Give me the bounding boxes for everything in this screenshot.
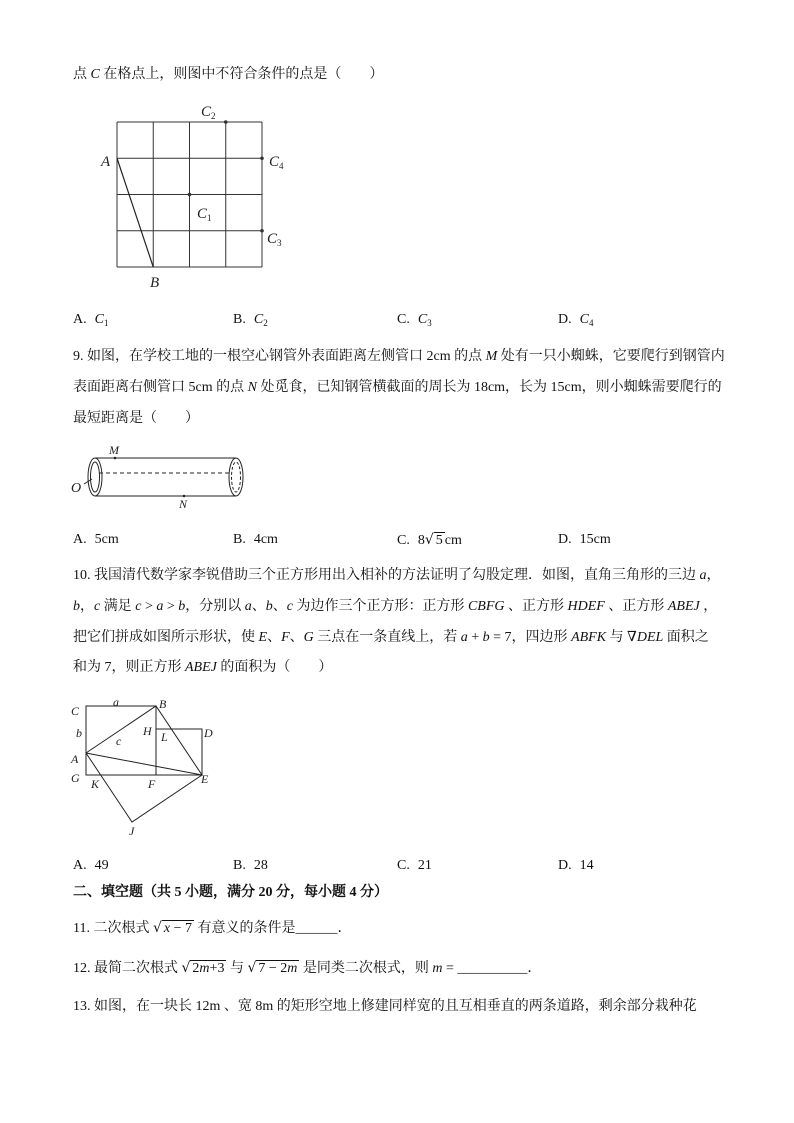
text-run: = __________． — [442, 961, 542, 976]
option-answer — [418, 858, 432, 873]
q13-line — [73, 997, 697, 1017]
text-run: = 7，四边形 — [489, 630, 572, 645]
radicand — [162, 920, 194, 937]
math-variable: b — [482, 630, 490, 645]
math-variable: E — [258, 630, 268, 645]
text-run: 14 — [579, 858, 594, 873]
label-G: G — [71, 771, 80, 785]
text-run: 、 — [251, 599, 266, 614]
right-inner-rim — [232, 462, 241, 492]
label-L: L — [161, 730, 168, 744]
option-letter: A. — [73, 312, 87, 327]
text-run: ， — [706, 568, 721, 583]
square-root — [425, 530, 445, 551]
radical-sign-icon: √ — [247, 960, 257, 976]
text-run: 7 − 2 — [258, 961, 288, 976]
text-run: 10. 我国清代数学家李锐借助三个正方形用出入相补的方法证明了勾股定理．如图，直角三角形的三边 — [73, 568, 700, 583]
math-variable: F — [281, 630, 290, 645]
text-run: 11. 二次根式 — [73, 921, 153, 936]
math-variable: N — [247, 380, 257, 395]
option-letter: A. — [73, 532, 87, 547]
text-run: 9. 如图，在学校工地的一根空心钢管外表面距离左侧管口 2cm 的点 — [73, 349, 486, 364]
math-variable: ABEJ — [667, 599, 700, 614]
math-variable: b — [73, 599, 80, 614]
label-C4: $C_4$ — [269, 154, 284, 171]
option-answer — [580, 858, 594, 873]
label-M: M — [109, 443, 119, 457]
q9-option-d[interactable] — [558, 530, 611, 550]
label-C2: $C_2$ — [201, 104, 216, 121]
text-run: + — [467, 630, 483, 645]
text-run: 5 — [435, 533, 443, 548]
q10-line-2 — [73, 597, 717, 617]
text-run: 在格点上，则图中不符合条件的点是（ ） — [99, 67, 384, 82]
label-N: N — [179, 497, 188, 511]
option-letter: B. — [233, 532, 246, 547]
text-run: 面积之 — [663, 630, 709, 645]
text-run: 与 ∇ — [606, 630, 637, 645]
segment-AB — [117, 158, 153, 267]
label-H: H — [143, 724, 152, 738]
radicand — [256, 960, 299, 977]
option-letter: C. — [397, 533, 410, 548]
option-answer — [95, 312, 109, 327]
text-run: ， — [699, 599, 718, 614]
math-variable: ABEJ — [185, 660, 217, 675]
math-variable: C — [253, 312, 264, 327]
math-variable: CBFG — [467, 599, 505, 614]
square-root — [247, 958, 299, 979]
math-variable: m — [287, 961, 298, 976]
text-run: ，分别以 — [185, 599, 245, 614]
math-variable: C — [417, 312, 428, 327]
text-run: 为边作三个正方形：正方形 — [292, 599, 468, 614]
q10-squares-figure — [68, 695, 218, 837]
math-variable: a — [156, 599, 164, 614]
q9-line-2 — [73, 378, 722, 398]
option-letter: C. — [397, 312, 410, 327]
text-run: ， — [80, 599, 94, 614]
text-run: 21 — [417, 858, 432, 873]
label-b: b — [76, 726, 82, 740]
square-root — [182, 958, 227, 979]
option-letter: D. — [558, 858, 572, 873]
q9-option-a[interactable] — [73, 530, 119, 550]
math-variable: ABFK — [571, 630, 607, 645]
text-run: > — [141, 599, 157, 614]
point-M — [114, 457, 117, 460]
label-O: O — [71, 481, 82, 496]
math-variable: m — [432, 961, 443, 976]
option-answer — [254, 312, 268, 327]
text-run: 5cm — [94, 532, 119, 547]
q9-cylinder-figure — [65, 440, 255, 515]
math-variable: HDEF — [567, 599, 605, 614]
option-letter: B. — [233, 858, 246, 873]
text-run: 的面积为（ ） — [216, 660, 333, 675]
text-run: 最短距离是（ ） — [73, 411, 199, 426]
section-heading: 二、填空题（共 5 小题，满分 20 分，每小题 4 分） — [73, 885, 388, 900]
label-K: K — [91, 777, 100, 791]
math-subscript: 1 — [103, 318, 109, 328]
text-run: +3 — [209, 961, 225, 976]
text-run: 有意义的条件是______． — [194, 921, 352, 936]
label-E: E — [201, 772, 209, 786]
q10-line-1 — [73, 566, 721, 586]
option-answer — [95, 532, 119, 547]
text-run: 、正方形 — [504, 599, 568, 614]
point-C1 — [188, 193, 192, 197]
q10-option-a[interactable] — [73, 856, 109, 876]
option-letter: D. — [558, 532, 572, 547]
text-run: 13. 如图，在一块长 12m 、宽 8m 的矩形空地上修建同样宽的且互相垂直的两条道路，剩余部分栽种花 — [73, 999, 697, 1014]
math-subscript: 2 — [263, 318, 268, 328]
math-variable: M — [485, 349, 498, 364]
math-variable: m — [199, 961, 210, 976]
text-run: 满足 — [100, 599, 136, 614]
radical-sign-icon: √ — [152, 920, 162, 936]
q8-stem — [73, 65, 383, 85]
label-B: B — [150, 275, 160, 291]
math-variable: C — [579, 312, 589, 327]
option-letter: C. — [397, 858, 410, 873]
text-run: − 7 — [170, 921, 193, 936]
text-run: 三点在一条直线上，若 — [313, 630, 461, 645]
math-variable: c — [135, 599, 142, 614]
radical-sign-icon: √ — [424, 532, 434, 548]
label-a: a — [113, 695, 119, 709]
q10-option-c[interactable] — [397, 856, 432, 876]
math-subscript: 4 — [588, 318, 594, 328]
math-variable: b — [178, 599, 186, 614]
option-answer — [580, 532, 611, 547]
label-C1: $C_1$ — [197, 206, 212, 223]
math-variable: b — [265, 599, 273, 614]
label-A: A — [101, 154, 111, 170]
label-D: D — [204, 726, 213, 740]
math-variable: c — [286, 599, 293, 614]
option-answer — [254, 532, 278, 547]
option-answer — [95, 858, 109, 873]
math-variable: c — [94, 599, 101, 614]
math-variable: a — [244, 599, 252, 614]
q10-option-b[interactable] — [233, 856, 268, 876]
q11-line — [73, 918, 352, 938]
q9-line-1 — [73, 347, 725, 367]
label-F: F — [148, 777, 156, 791]
point-C3 — [260, 229, 264, 233]
text-run: 12. 最简二次根式 — [73, 961, 182, 976]
option-answer — [418, 533, 462, 548]
square-root — [153, 918, 194, 939]
text-run: 2 — [192, 961, 200, 976]
text-run: 、正方形 — [604, 599, 668, 614]
point-C2 — [224, 120, 228, 124]
option-answer — [580, 312, 594, 327]
q8-option-d[interactable] — [558, 310, 593, 330]
text-run: 、 — [272, 599, 287, 614]
math-variable: a — [699, 568, 707, 583]
math-variable: G — [303, 630, 314, 645]
q9-option-b[interactable] — [233, 530, 278, 550]
text-run: 与 — [226, 961, 248, 976]
label-c: c — [116, 734, 122, 748]
option-letter: D. — [558, 312, 572, 327]
text-run: > — [163, 599, 179, 614]
radicand — [434, 532, 445, 549]
option-letter: A. — [73, 858, 87, 873]
text-run: 49 — [94, 858, 109, 873]
option-answer — [254, 858, 268, 873]
math-variable: x — [163, 921, 171, 936]
text-run: 、 — [267, 630, 282, 645]
point-C4 — [260, 156, 264, 160]
label-C3: $C_3$ — [267, 231, 282, 248]
q8-option-b[interactable] — [233, 310, 268, 330]
math-variable: DEL — [636, 630, 664, 645]
text-run: 4cm — [253, 532, 278, 547]
math-variable: a — [460, 630, 468, 645]
q10-line-4 — [73, 658, 332, 678]
text-run: 、 — [289, 630, 304, 645]
left-inner-rim — [91, 462, 100, 492]
text-run: 8 — [417, 533, 425, 548]
q8-option-c[interactable] — [397, 310, 432, 330]
q12-line — [73, 958, 541, 978]
text-run: 是同类二次根式，则 — [299, 961, 433, 976]
text-run: 28 — [253, 858, 268, 873]
text-run: 点 — [73, 67, 91, 82]
math-variable: C — [94, 312, 104, 327]
option-letter: B. — [233, 312, 246, 327]
label-C: C — [71, 704, 80, 718]
q8-option-a[interactable] — [73, 310, 108, 330]
text-run: 处觅食，已知钢管横截面的周长为 18cm，长为 15cm，则小蜘蛛需要爬行的 — [256, 380, 722, 395]
q10-line-3 — [73, 628, 709, 648]
math-subscript: 3 — [427, 318, 432, 328]
label-J: J — [129, 824, 135, 837]
text-run: 处有一只小蜘蛛，它要爬行到钢管内 — [497, 349, 725, 364]
text-run: cm — [444, 533, 462, 548]
q10-option-d[interactable] — [558, 856, 594, 876]
q8-grid-figure — [95, 98, 295, 293]
text-run: 和为 7，则正方形 — [73, 660, 185, 675]
text-run: 把它们拼成如图所示形状，使 — [73, 630, 259, 645]
text-run: 15cm — [579, 532, 611, 547]
option-answer — [418, 312, 432, 327]
math-variable: C — [90, 67, 100, 82]
q9-line-3 — [73, 409, 199, 429]
text-run: 表面距离右侧管口 5cm 的点 — [73, 380, 248, 395]
radicand — [190, 960, 226, 977]
radical-sign-icon: √ — [181, 960, 191, 976]
label-A: A — [71, 752, 79, 766]
q9-option-c[interactable] — [397, 530, 462, 550]
label-B: B — [159, 697, 167, 711]
segment-AE — [86, 753, 202, 775]
